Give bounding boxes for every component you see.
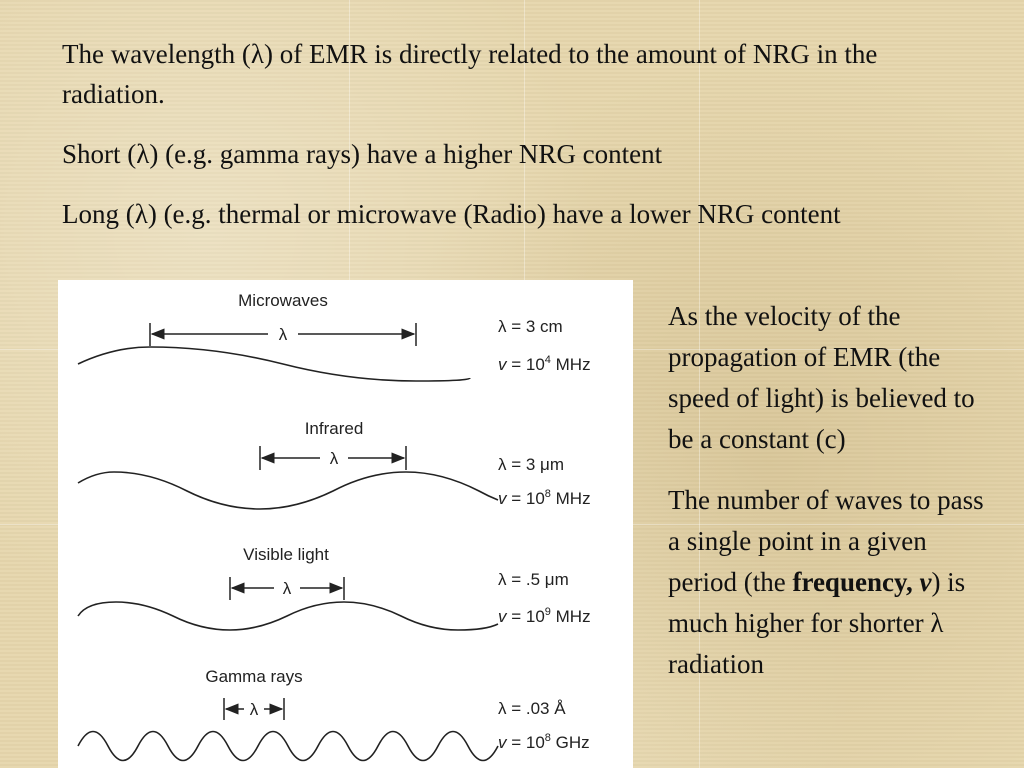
- frequency-label: $v = 10^8$ GHz: [498, 732, 590, 752]
- intro-line-1: The wavelength (λ) of EMR is directly related to the amount of NRG in the radiation.: [62, 39, 878, 109]
- frequency-label: $v = 10^4$ MHz: [498, 354, 591, 374]
- panel-title-microwaves: Microwaves: [238, 291, 328, 310]
- frequency-symbol: v: [919, 567, 932, 597]
- wavelength-label: λ = .03 Å: [498, 699, 566, 718]
- intro-line-3: Long (λ) (e.g. thermal or microwave (Radio) have a lower NRG content: [62, 199, 841, 229]
- gamma-ray-wave: [78, 732, 498, 761]
- lambda-label: λ: [278, 325, 288, 344]
- side-paragraph-1: As the velocity of the propagation of EMR (the speed of light) is believed to be a constant (c): [668, 301, 975, 454]
- frequency-label: $v = 10^8$ MHz: [498, 488, 591, 508]
- wavelength-label: λ = .5 μm: [498, 570, 569, 589]
- lambda-label: λ: [249, 700, 259, 719]
- wave-diagram: [58, 280, 633, 768]
- microwave-wave: [78, 347, 470, 381]
- intro-text: [62, 34, 962, 254]
- lambda-label: λ: [282, 579, 292, 598]
- side-paragraph-2: [668, 480, 988, 685]
- lambda-label: λ: [329, 449, 339, 468]
- visible-light-wave: [78, 602, 498, 630]
- frequency-term: frequency,: [792, 567, 920, 597]
- side-text: [668, 296, 988, 705]
- panel-title-visible-light: Visible light: [243, 545, 329, 564]
- panel-title-infrared: Infrared: [304, 419, 364, 438]
- frequency-label: $v = 10^9$ MHz: [498, 606, 591, 626]
- intro-line-2: Short (λ) (e.g. gamma rays) have a higher NRG content: [62, 139, 663, 169]
- side-paragraph-2-start: The number of waves to pass a single point in a given period (the: [668, 485, 984, 597]
- em-spectrum-figure: [58, 280, 633, 768]
- wavelength-label: λ = 3 μm: [498, 455, 565, 474]
- wavelength-label: λ = 3 cm: [498, 317, 563, 336]
- panel-title-gamma-rays: Gamma rays: [205, 667, 303, 686]
- side-paragraph-2-end: ) is much higher for shorter λ radiation: [668, 567, 966, 679]
- infrared-wave: [78, 472, 498, 509]
